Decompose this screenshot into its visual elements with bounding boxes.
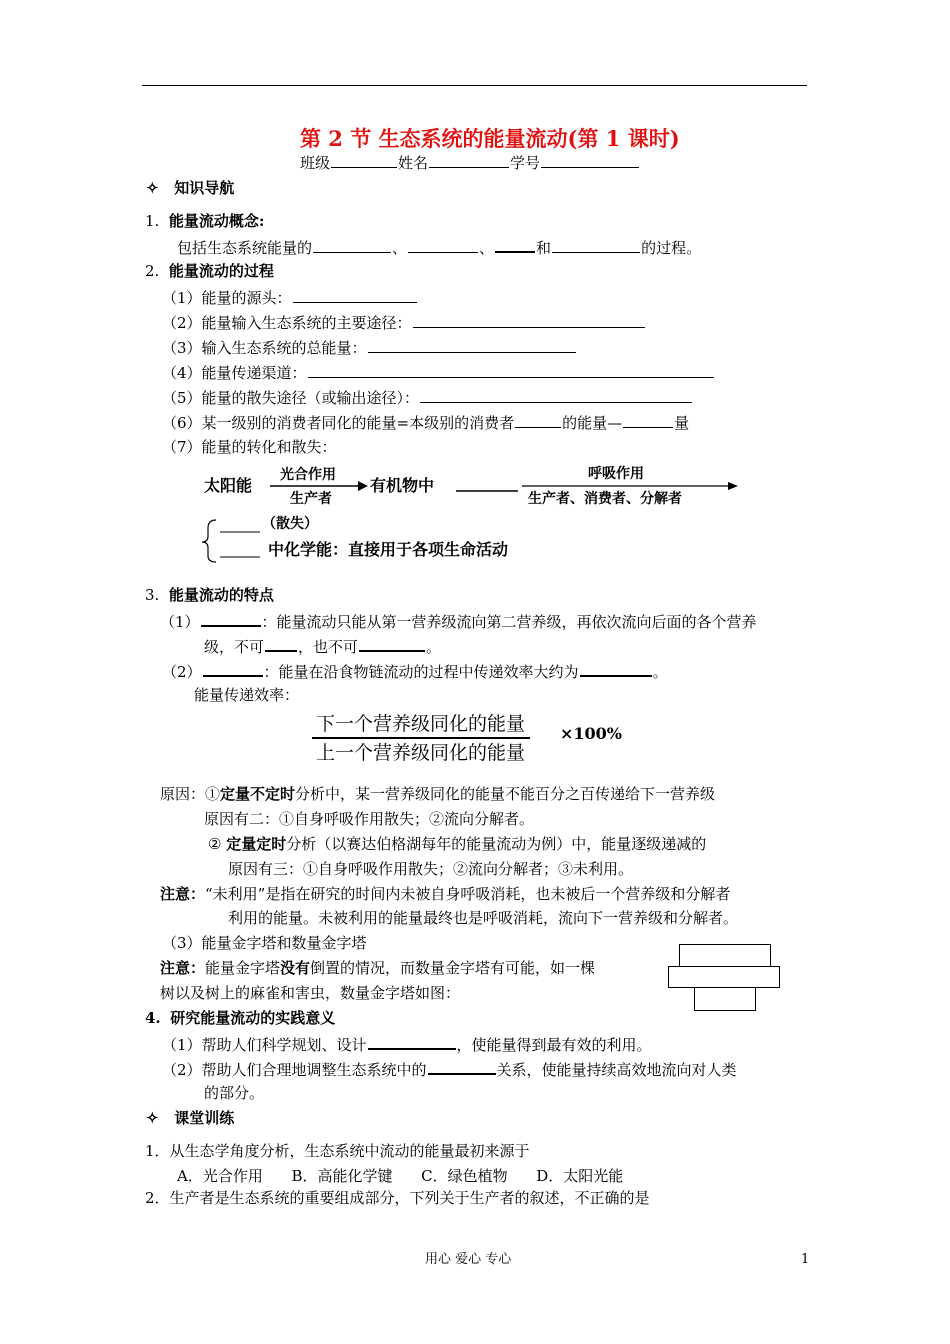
s2-item-5-blank[interactable] [420,387,692,403]
efficiency-label: 能量传递效率： [194,686,300,704]
s2-item-6 [162,412,689,433]
s1-heading-text: 能量流动概念: [168,212,265,230]
note-2: 利用的能量。未被利用的能量最终也是呼吸消耗，流向下一营养级和分解者。 [228,909,739,927]
s3-p1-cont-a: 级，不可 [204,638,265,656]
s2-item-6-text-c: 量 [674,414,690,432]
note-1-label: 注意： [160,885,206,903]
s1-heading [145,211,264,231]
footer-center: 用心 爱心 专心 [425,1252,512,1267]
s4-heading-text: 研究能量流动的实践意义 [170,1009,336,1027]
flow-respiration: 呼吸作用 [588,466,644,482]
arrowhead-photosynthesis [358,481,368,491]
s2-number: 2. [145,262,160,280]
class-blank[interactable] [331,152,397,168]
s2-item-2-text: （2）能量输入生态系统的主要途径： [162,314,412,332]
note-4: 树以及树上的麻雀和害虫，数量金字塔如图： [160,984,461,1002]
arrowhead-respiration [728,482,738,490]
flow-producer: 生产者 [290,491,332,507]
s4-number: 4. [145,1009,161,1027]
question-1-options [177,1166,623,1186]
s2-item-1-blank[interactable] [293,287,417,303]
s1-text-1: 包括生态系统能量的 [177,239,313,257]
flow-photosynthesis: 光合作用 [280,467,336,483]
flow-loss: （散失） [262,516,318,532]
s4-p2-b: 关系，使能量持续高效地流向对人类 [496,1061,737,1079]
s1-blank-3[interactable] [495,236,535,253]
s4-p2-a: （2）帮助人们合理地调整生态系统中的 [162,1061,427,1079]
s2-item-5 [162,387,693,408]
s2-item-6-text-a: （6）某一级别的消费者同化的能量=本级别的消费者 [162,414,515,432]
s4-heading [145,1008,335,1028]
s1-text-4: 和 [536,239,552,257]
flow-sun: 太阳能 [204,476,253,495]
id-blank[interactable] [541,152,639,168]
s1-blank-4[interactable] [552,237,640,253]
s3-p1-blank-3[interactable] [359,635,425,652]
s3-p1-text: ：能量流动只能从第一营养级流向第二营养级，再依次流向后面的各个营养 [261,613,757,631]
header-rule [142,85,807,86]
note-3-b: 没有 [280,959,311,977]
reason-1-c: 分析中，某一营养级同化的能量不能百分之百传递给下一营养级 [295,785,716,803]
s3-p3: （3）能量金字塔和数量金字塔 [162,934,367,952]
reason-4: 原因有三：①自身呼吸作用散失；②流向分解者；③未利用。 [228,860,634,878]
pyramid-middle-box [668,966,780,988]
page-title: 第 2 节 生态系统的能量流动(第 1 课时) [300,126,680,151]
note-3-label: 注意： [160,959,206,977]
s3-p1-blank-2[interactable] [265,635,297,652]
section-knowledge-label: 知识导航 [174,179,235,197]
s2-item-6-text-b: 的能量— [562,414,623,432]
s3-p1-blank[interactable] [201,610,261,627]
flow-all-organisms: 生产者、消费者、分解者 [528,491,682,507]
s1-blank-1[interactable] [313,237,391,253]
option-b[interactable]: B．高能化学键 [291,1167,393,1185]
reason-1-b: 定量不定时 [220,785,296,803]
student-info-line [300,152,640,173]
reason-1 [160,784,715,804]
section-knowledge [146,178,234,198]
id-label: 学号 [510,154,541,172]
s3-p2-blank-1[interactable] [203,660,263,677]
s2-item-3 [162,337,577,358]
s2-item-2-blank[interactable] [413,312,645,328]
note-3-c: 倒置的情况，而数量金字塔有可能，如一棵 [310,959,596,977]
s1-text-5: 的过程。 [641,239,702,257]
option-a[interactable]: A．光合作用 [177,1167,263,1185]
s2-item-4-blank[interactable] [308,362,714,378]
s4-p1-b: ，使能量得到最有效的利用。 [456,1036,652,1054]
s2-item-4 [162,362,715,383]
s2-item-6-blank-2[interactable] [623,412,673,428]
class-label: 班级 [300,154,331,172]
note-3-a: 能量金字塔 [205,959,281,977]
name-label: 姓名 [398,154,429,172]
s3-p1 [160,610,757,632]
page-number: 1 [801,1252,810,1267]
fraction-bar [312,737,530,739]
question-2: 2．生产者是生态系统的重要组成部分，下列关于生产者的叙述，不正确的是 [145,1189,650,1207]
s3-p2-end: 。 [652,663,668,681]
s4-p1-blank[interactable] [368,1033,456,1050]
option-d[interactable]: D．太阳光能 [536,1167,624,1185]
s4-p2 [162,1058,737,1080]
s2-item-6-blank-1[interactable] [515,412,561,428]
s3-p1-cont-c: 。 [426,638,442,656]
pyramid-top-box [679,944,771,968]
s3-p2-num: （2） [162,663,202,681]
s3-number: 3. [145,586,160,604]
s2-item-1 [162,287,418,308]
s3-heading [145,585,274,605]
flow-organic: 有机物中 [370,476,435,495]
s2-item-4-text: （4）能量传递渠道： [162,364,307,382]
brace-icon [202,520,216,562]
s2-item-7: （7）能量的转化和散失： [162,438,337,456]
s4-p2-blank[interactable] [428,1058,496,1075]
s1-text-2: 、 [392,239,408,257]
s2-item-3-blank[interactable] [368,337,576,353]
question-1: 1．从生态学角度分析，生态系统中流动的能量最初来源于 [145,1142,530,1160]
section-training [146,1108,234,1128]
s2-item-2 [162,312,646,333]
reason-2: 原因有二：①自身呼吸作用散失；②流向分解者。 [204,810,535,828]
flow-chemical: 中化学能：直接用于各项生命活动 [268,540,509,559]
s3-p2-text: ：能量在沿食物链流动的过程中传递效率大约为 [263,663,579,681]
reason-1-a: 原因：① [160,785,221,803]
reason-3-b: 定量定时 [226,835,287,853]
formula-numerator: 下一个营养级同化的能量 [316,713,526,735]
reason-3 [208,834,706,854]
s3-p2 [162,660,668,682]
s1-number: 1. [145,212,160,230]
formula-times: ×100% [560,724,623,743]
section-training-label: 课堂训练 [174,1109,235,1127]
note-3 [160,958,595,978]
s2-item-1-text: （1）能量的源头： [162,289,292,307]
s2-heading-text: 能量流动的过程 [168,262,274,280]
diamond-bullet-icon: ✧ [146,179,159,197]
s3-heading-text: 能量流动的特点 [168,586,274,604]
s2-item-3-text: （3）输入生态系统的总能量： [162,339,367,357]
reason-3-a: ② [208,835,227,853]
pyramid-bottom-box [694,987,756,1011]
s3-p1-cont [204,635,441,657]
s3-p1-cont-b: ，也不可 [298,638,359,656]
note-1 [160,884,730,904]
note-1-text: “未利用”是指在研究的时间内未被自身呼吸消耗，也未被后一个营养级和分解者 [205,885,731,903]
s1-body [177,236,701,258]
s1-text-3: 、 [479,239,495,257]
reason-3-c: 分析（以赛达伯格湖每年的能量流动为例）中，能量逐级递减的 [286,835,707,853]
s4-p2-cont: 的部分。 [204,1084,265,1102]
diamond-bullet-icon: ✧ [146,1109,159,1127]
option-c[interactable]: C．绿色植物 [421,1167,508,1185]
s3-p1-num: （1） [160,613,200,631]
energy-flow-diagram [200,462,760,570]
s2-item-5-text: （5）能量的散失途径（或输出途径）： [162,389,420,407]
s3-p2-blank-2[interactable] [580,660,652,677]
s1-blank-2[interactable] [408,237,478,253]
s4-p1-a: （1）帮助人们科学规划、设计 [162,1036,367,1054]
name-blank[interactable] [429,152,509,168]
formula-denominator: 上一个营养级同化的能量 [316,742,526,764]
s2-heading [145,261,274,281]
s4-p1 [162,1033,652,1055]
